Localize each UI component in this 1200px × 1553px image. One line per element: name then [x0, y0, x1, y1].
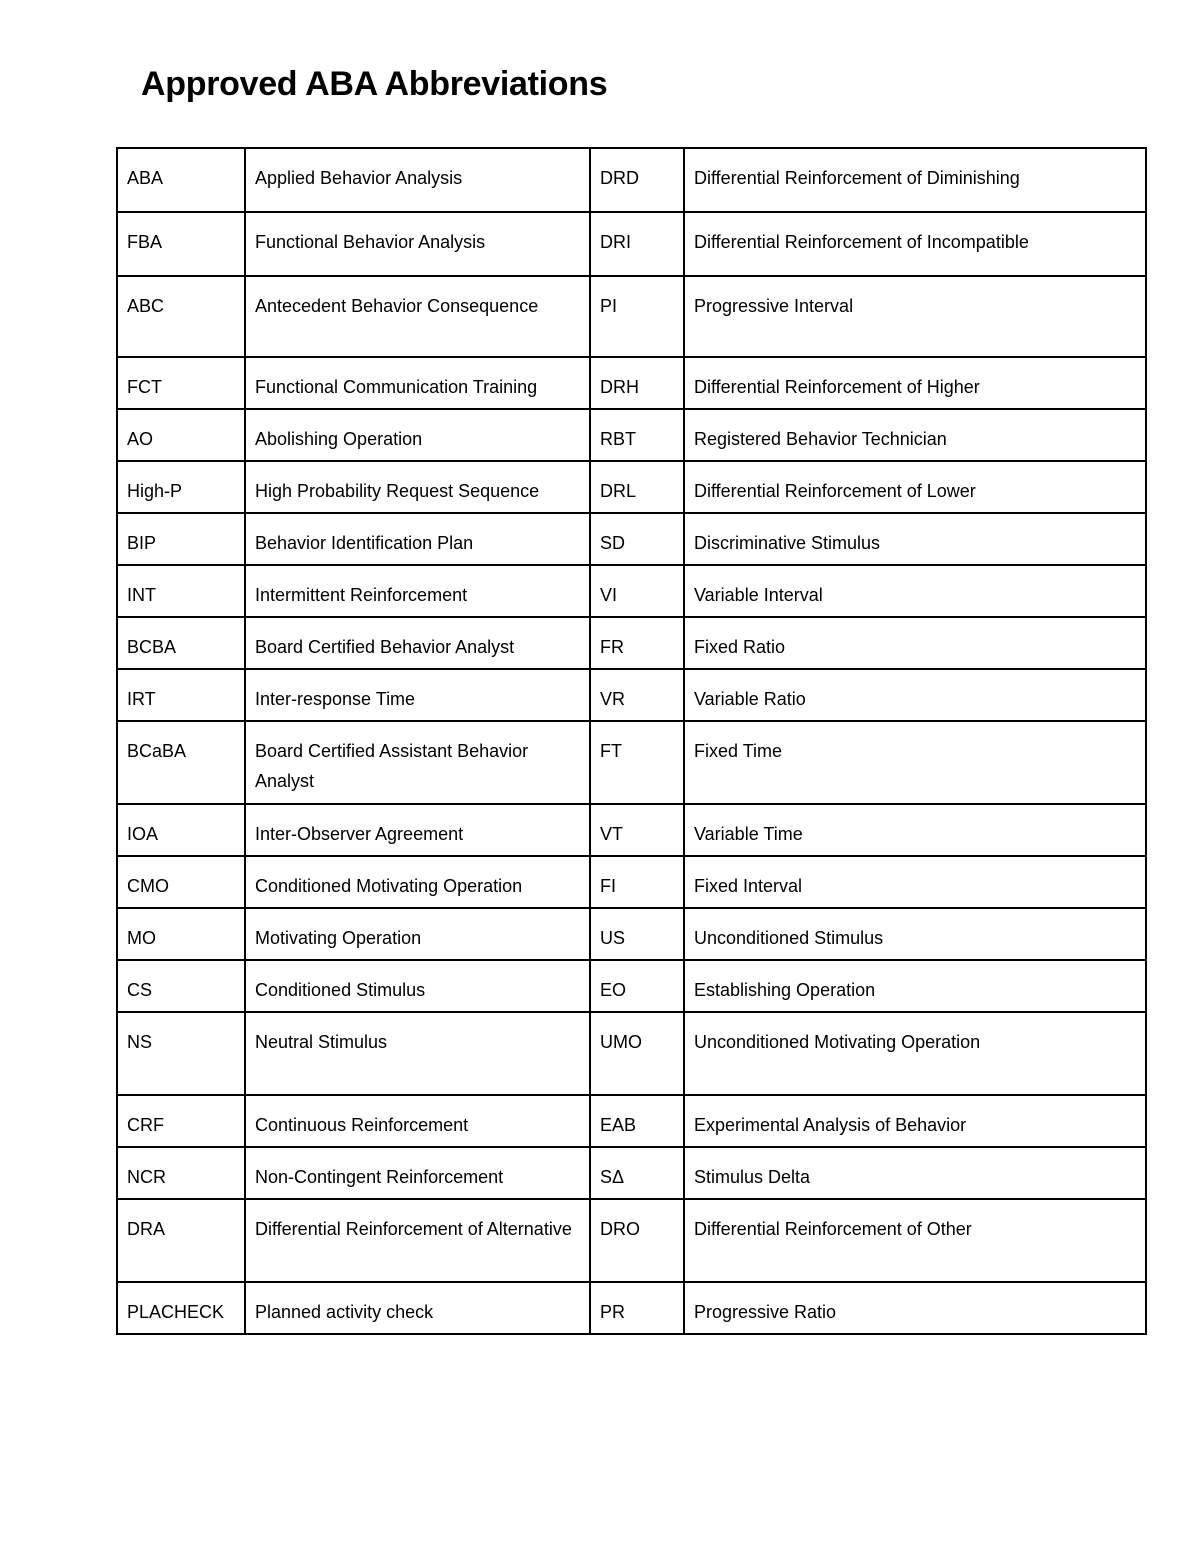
definition-cell: Differential Reinforcement of Alternative — [245, 1199, 590, 1282]
definition-cell: Applied Behavior Analysis — [245, 148, 590, 212]
definition-cell: Experimental Analysis of Behavior — [684, 1095, 1146, 1147]
table-row — [117, 669, 1146, 721]
definition-cell: Unconditioned Motivating Operation — [684, 1012, 1146, 1095]
definition-cell: Variable Interval — [684, 565, 1146, 617]
abbreviation-cell: MO — [117, 908, 245, 960]
definition-cell: Progressive Ratio — [684, 1282, 1146, 1334]
definition-cell: Conditioned Stimulus — [245, 960, 590, 1012]
table-row — [117, 1012, 1146, 1095]
abbreviation-cell: High-P — [117, 461, 245, 513]
abbreviation-cell: VI — [590, 565, 684, 617]
abbreviation-cell: EAB — [590, 1095, 684, 1147]
definition-cell: Board Certified Behavior Analyst — [245, 617, 590, 669]
abbreviation-cell: AO — [117, 409, 245, 461]
abbreviation-cell: BIP — [117, 513, 245, 565]
table-row — [117, 357, 1146, 409]
definition-cell: Fixed Interval — [684, 856, 1146, 908]
table-row — [117, 856, 1146, 908]
abbreviation-cell: BCBA — [117, 617, 245, 669]
definition-cell: Differential Reinforcement of Incompatible — [684, 212, 1146, 276]
abbreviation-cell: CS — [117, 960, 245, 1012]
definition-cell: Variable Ratio — [684, 669, 1146, 721]
definition-cell: Differential Reinforcement of Lower — [684, 461, 1146, 513]
abbreviations-table-body — [117, 148, 1146, 1334]
abbreviation-cell: INT — [117, 565, 245, 617]
definition-cell: Continuous Reinforcement — [245, 1095, 590, 1147]
abbreviation-cell: FR — [590, 617, 684, 669]
definition-cell: Intermittent Reinforcement — [245, 565, 590, 617]
abbreviation-cell: VR — [590, 669, 684, 721]
table-row — [117, 1095, 1146, 1147]
table-row — [117, 1282, 1146, 1334]
definition-cell: Fixed Time — [684, 721, 1146, 804]
abbreviation-cell: FCT — [117, 357, 245, 409]
definition-cell: Differential Reinforcement of Higher — [684, 357, 1146, 409]
definition-cell: Inter-Observer Agreement — [245, 804, 590, 856]
abbreviation-cell: FBA — [117, 212, 245, 276]
definition-cell: Differential Reinforcement of Diminishing — [684, 148, 1146, 212]
definition-cell: Establishing Operation — [684, 960, 1146, 1012]
table-row — [117, 276, 1146, 357]
table-row — [117, 212, 1146, 276]
definition-cell: Functional Behavior Analysis — [245, 212, 590, 276]
table-row — [117, 960, 1146, 1012]
definition-cell: Inter-response Time — [245, 669, 590, 721]
abbreviation-cell: DRI — [590, 212, 684, 276]
definition-cell: High Probability Request Sequence — [245, 461, 590, 513]
definition-cell: Antecedent Behavior Consequence — [245, 276, 590, 357]
abbreviation-cell: PI — [590, 276, 684, 357]
table-row — [117, 565, 1146, 617]
definition-cell: Neutral Stimulus — [245, 1012, 590, 1095]
definition-cell: Planned activity check — [245, 1282, 590, 1334]
abbreviation-cell: UMO — [590, 1012, 684, 1095]
definition-cell: Stimulus Delta — [684, 1147, 1146, 1199]
abbreviation-cell: CMO — [117, 856, 245, 908]
abbreviation-cell: ABA — [117, 148, 245, 212]
abbreviation-cell: US — [590, 908, 684, 960]
abbreviation-cell: DRD — [590, 148, 684, 212]
definition-cell: Functional Communication Training — [245, 357, 590, 409]
table-row — [117, 804, 1146, 856]
definition-cell: Board Certified Assistant Behavior Analyst — [245, 721, 590, 804]
table-row — [117, 513, 1146, 565]
abbreviation-cell: VT — [590, 804, 684, 856]
table-row — [117, 617, 1146, 669]
abbreviation-cell: NCR — [117, 1147, 245, 1199]
definition-cell: Abolishing Operation — [245, 409, 590, 461]
abbreviation-cell: DRO — [590, 1199, 684, 1282]
abbreviation-cell: FI — [590, 856, 684, 908]
definition-cell: Variable Time — [684, 804, 1146, 856]
abbreviation-cell: IOA — [117, 804, 245, 856]
abbreviation-cell: FT — [590, 721, 684, 804]
definition-cell: Registered Behavior Technician — [684, 409, 1146, 461]
abbreviation-cell: PR — [590, 1282, 684, 1334]
abbreviation-cell: SΔ — [590, 1147, 684, 1199]
definition-cell: Progressive Interval — [684, 276, 1146, 357]
abbreviations-table — [116, 147, 1147, 1335]
abbreviation-cell: BCaBA — [117, 721, 245, 804]
definition-cell: Unconditioned Stimulus — [684, 908, 1146, 960]
definition-cell: Non-Contingent Reinforcement — [245, 1147, 590, 1199]
table-row — [117, 908, 1146, 960]
definition-cell: Fixed Ratio — [684, 617, 1146, 669]
definition-cell: Conditioned Motivating Operation — [245, 856, 590, 908]
table-row — [117, 409, 1146, 461]
abbreviation-cell: IRT — [117, 669, 245, 721]
table-row — [117, 1199, 1146, 1282]
table-row — [117, 1147, 1146, 1199]
abbreviation-cell: DRH — [590, 357, 684, 409]
abbreviation-cell: DRA — [117, 1199, 245, 1282]
definition-cell: Motivating Operation — [245, 908, 590, 960]
abbreviation-cell: DRL — [590, 461, 684, 513]
definition-cell: Behavior Identification Plan — [245, 513, 590, 565]
definition-cell: Differential Reinforcement of Other — [684, 1199, 1146, 1282]
abbreviation-cell: NS — [117, 1012, 245, 1095]
abbreviation-cell: SD — [590, 513, 684, 565]
table-row — [117, 148, 1146, 212]
abbreviation-cell: CRF — [117, 1095, 245, 1147]
abbreviation-cell: RBT — [590, 409, 684, 461]
abbreviation-cell: EO — [590, 960, 684, 1012]
definition-cell: Discriminative Stimulus — [684, 513, 1146, 565]
page-title: Approved ABA Abbreviations — [141, 65, 608, 103]
abbreviation-cell: PLACHECK — [117, 1282, 245, 1334]
abbreviation-cell: ABC — [117, 276, 245, 357]
table-row — [117, 461, 1146, 513]
table-row — [117, 721, 1146, 804]
